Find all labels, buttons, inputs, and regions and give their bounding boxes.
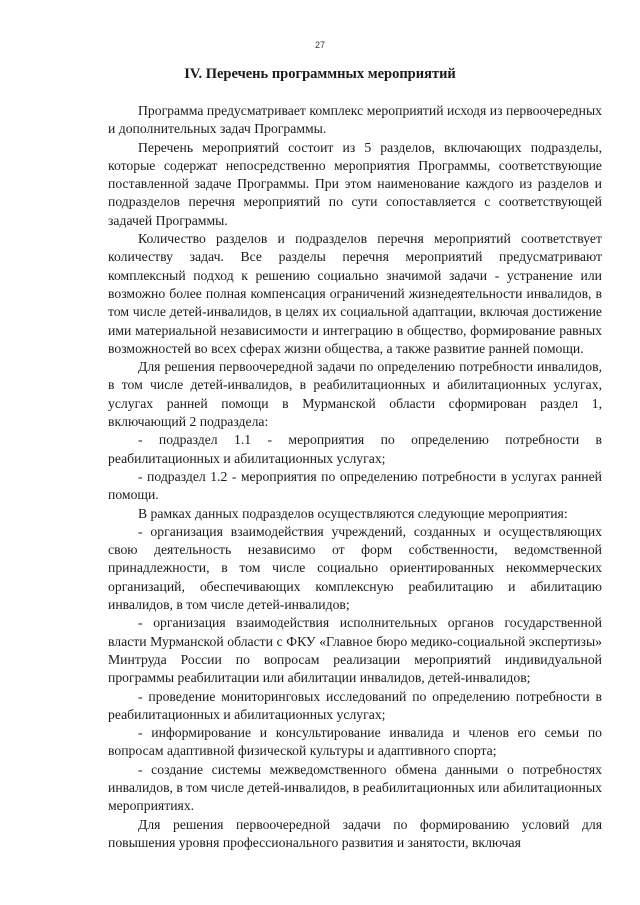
paragraph: Для решения первоочередной задачи по определению потребности инвалидов, в том числе детей-инвалидов, в реабилитационных и абилитационных услугах, услугах ранней помощи в Мурманской области сформирован раздел 1, включающий 2 подраздела: <box>108 359 602 430</box>
list-item: - создание системы межведомственного обмена данными о потребностях инвалидов, в том числе детей-инвалидов, в реабилитационных или абилитационных мероприятиях. <box>108 761 602 814</box>
section-title: IV. Перечень программных мероприятий <box>184 66 456 82</box>
body-text <box>108 102 602 852</box>
paragraph: Программа предусматривает комплекс мероприятий исходя из первоочередных и дополнительных задач Программы. <box>108 103 602 137</box>
page-number: 27 <box>314 40 325 50</box>
list-item: - информирование и консультирование инвалида и членов его семьи по вопросам адаптивной физической культуры и адаптивного спорта; <box>108 725 602 759</box>
paragraph: Перечень мероприятий состоит из 5 разделов, включающих подразделы, которые содержат непосредственно мероприятия Программы, соответствующие поставленной задаче Программы. При этом наименование каждого из разделов и подразделов перечня мероприятий по сути сопоставляется с соответствующей задачей Программы. <box>108 139 602 228</box>
list-item: - организация взаимодействия учреждений, созданных и осуществляющих свою деятельность независимо от форм собственности, ведомственной принадлежности, в том числе социально ориентированных некоммерческих организаций, обеспечивающих комплексную реабилитацию и абилитацию инвалидов, в том числе детей-инвалидов; <box>108 523 602 613</box>
list-item: - подраздел 1.1 - мероприятия по определению потребности в реабилитационных и абилитационных услугах; <box>108 432 602 466</box>
list-item: - организация взаимодействия исполнительных органов государственной власти Мурманской области с ФКУ «Главное бюро медико-социальной экспертизы» Минтруда России по вопросам реализации мероприятий индивидуальной программы реабилитации или абилитации инвалидов, детей-инвалидов; <box>108 615 602 686</box>
paragraph: В рамках данных подразделов осуществляются следующие мероприятия: <box>138 505 568 521</box>
list-item: - подраздел 1.2 - мероприятия по определению потребности в услугах ранней помощи. <box>108 468 602 503</box>
paragraph: Количество разделов и подразделов перечня мероприятий соответствует количеству задач. Все разделы перечня мероприятий предусматривают комплексный подход к решению социально значимой задачи - устранение или возможно более полная компенсация ограничений жизнедеятельности инвалидов, в том числе детей-инвалидов, в целях их социальной адаптации, включая достижение ими материальной независимости и интеграцию в общество, формирование равных возможностей во всех сферах жизни общества, а также развитие ранней помощи. <box>108 231 602 356</box>
paragraph: Для решения первоочередной задачи по формированию условий для повышения уровня профессионального развития и занятости, включая <box>108 816 602 850</box>
list-item: - проведение мониторинговых исследований по определению потребности в реабилитационных и абилитационных услугах; <box>108 688 602 722</box>
